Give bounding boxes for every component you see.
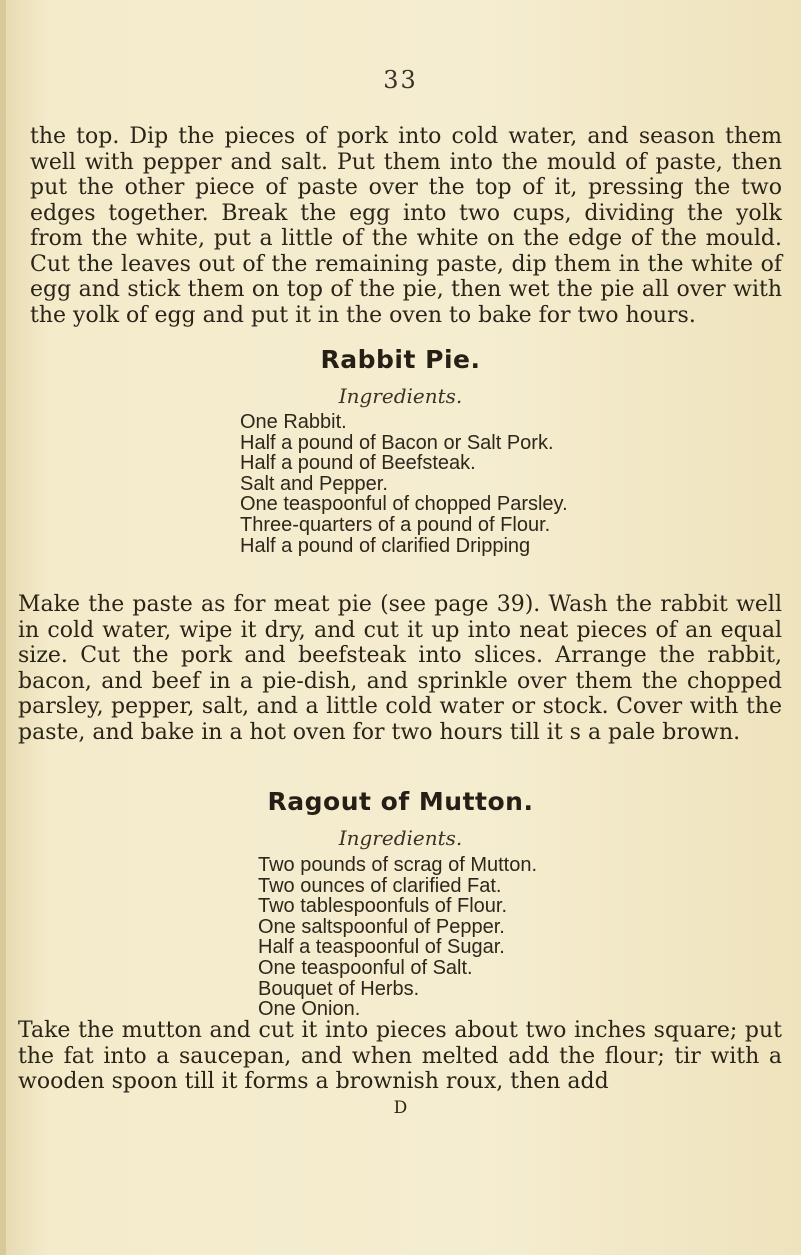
ingredient-item: Two pounds of scrag of Mutton.: [258, 854, 538, 876]
recipe-title-ragout-of-mutton: Ragout of Mutton.: [267, 787, 534, 816]
ingredient-item: One teaspoonful of chopped Parsley.: [240, 493, 568, 516]
page-number: 33: [383, 66, 418, 94]
ingredient-item: One saltspoonful of Pepper.: [258, 915, 505, 938]
ingredient-item: One Onion.: [258, 998, 361, 1021]
signature-mark: D: [393, 1098, 408, 1118]
ingredient-item: Half a pound of Beefsteak.: [240, 452, 476, 475]
ingredient-item: Half a pound of clarified Dripping: [240, 534, 531, 557]
method-paragraph-rabbit-pie: Make the paste as for meat pie (see page 39). Wash the rabbit well in cold water, wipe it dry, and cut it up into neat pieces of an equal size. Cut the pork and beefsteak into slices. Arrange the rabbit, bacon, and beef in a pie-dish, and sprinkle over them the chopped parsley, pepper, salt, and a little cold water or stock. Cover with the paste, and bake in a hot oven for two hours till it s a pale brown.: [18, 592, 782, 745]
ingredient-item: One teaspoonful of Salt.: [258, 956, 473, 979]
ingredient-item: Salt and Pepper.: [240, 472, 388, 495]
method-paragraph-ragout-of-mutton: Take the mutton and cut it into pieces about two inches square; put the fat into a saucepan, and when melted add the flour; tir with a wooden spoon till it forms a brownish roux, then add: [18, 1018, 782, 1094]
intro-paragraph: the top. Dip the pieces of pork into cold water, and season them well with pepper and salt. Put them into the mould of paste, then put the other piece of paste over the top of it, pressing the two edges together. Break the egg into two cups, dividing the yolk from the white, put a little of the white on the edge of the mould. Cut the leaves out of the remaining paste, dip them in the white of egg and stick them on top of the pie, then wet the pie all over with the yolk of egg and put it in the oven to bake for two hours.: [30, 124, 782, 328]
ingredient-item: Half a pound of Bacon or Salt Pork.: [240, 431, 554, 454]
ingredient-item: Two ounces of clarified Fat.: [258, 874, 502, 897]
ingredient-item: Bouquet of Herbs.: [258, 977, 420, 1000]
recipe-title-rabbit-pie: Rabbit Pie.: [320, 345, 481, 374]
ingredient-list-rabbit-pie: [240, 412, 568, 556]
ingredient-item: Three-quarters of a pound of Flour.: [240, 513, 551, 536]
ingredients-label: Ingredients.: [338, 826, 463, 850]
ingredient-list-ragout-of-mutton: [258, 855, 537, 1020]
ingredient-item: Half a teaspoonful of Sugar.: [258, 936, 505, 959]
ingredients-label: Ingredients.: [338, 384, 463, 408]
ingredient-item: Two tablespoonfuls of Flour.: [258, 895, 508, 918]
ingredient-item: One Rabbit.: [240, 411, 347, 433]
